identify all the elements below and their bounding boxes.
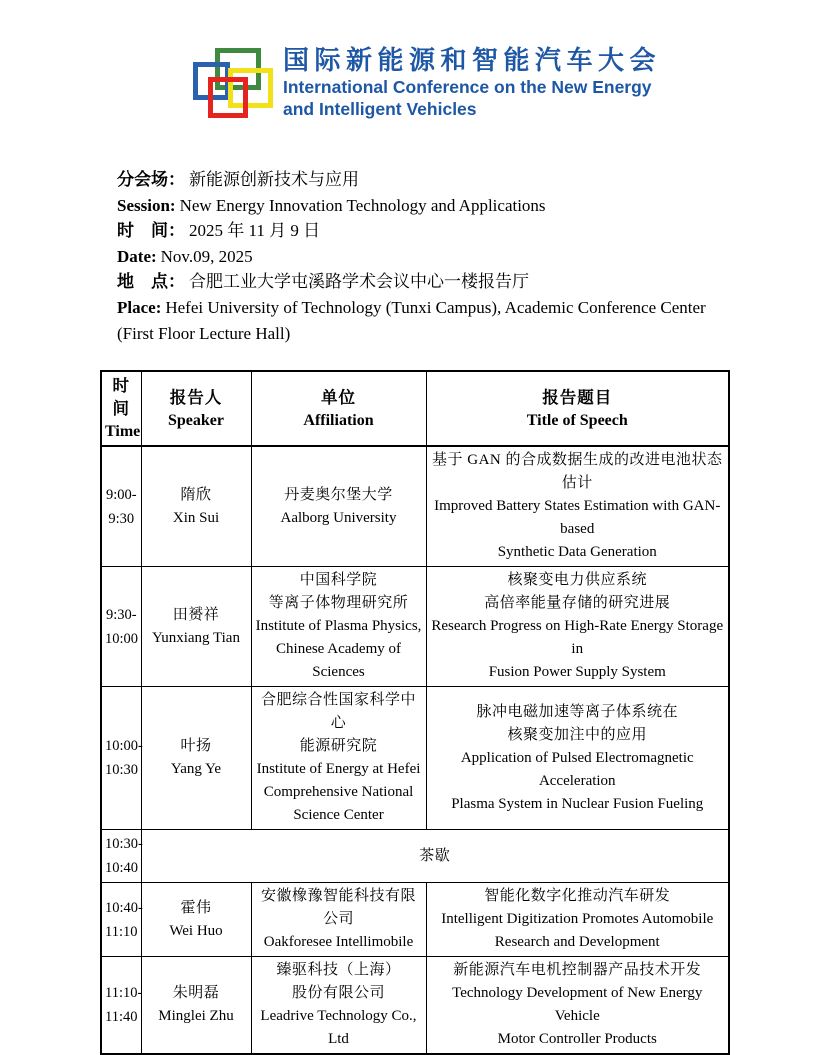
cell-line: Aalborg University	[280, 509, 397, 526]
conference-title-zh: 国际新能源和智能汽车大会	[283, 45, 662, 75]
cell-line: Chinese Academy of Sciences	[276, 641, 401, 680]
cell-line: Intelligent Digitization Promotes Automobile	[441, 911, 714, 927]
info-label: 时 间：	[117, 221, 185, 241]
cell-line: Yunxiang Tian	[152, 629, 240, 646]
cell-line: 等离子体物理研究所	[268, 595, 409, 611]
title-cell	[426, 446, 729, 567]
cell-line: 基于 GAN 的合成数据生成的改进电池状态估计	[432, 452, 723, 491]
cell-line: 茶歇	[419, 847, 451, 864]
cell-line: Application of Pulsed Electromagnetic Acceleration	[460, 749, 694, 789]
info-line-date-zh	[117, 218, 737, 244]
cell-line: Motor Controller Products	[497, 1031, 657, 1047]
conference-logo	[193, 48, 275, 120]
cell-line: Wei Huo	[169, 922, 223, 939]
column-header-title: 报告题目 Title of Speech	[426, 371, 729, 446]
affiliation-cell	[251, 567, 426, 687]
info-line-date-en	[117, 244, 737, 270]
cell-line: Synthetic Data Generation	[497, 544, 657, 560]
column-header-time: 时间 Time	[101, 371, 141, 446]
logo-square-red-icon	[208, 77, 248, 118]
cell-line: 中国科学院	[299, 572, 378, 588]
cell-line: Technology Development of New Energy Vehicle	[452, 985, 703, 1024]
cell-line: 10:30	[105, 762, 139, 778]
affiliation-cell	[251, 446, 426, 567]
table-row	[101, 446, 729, 567]
info-label: 分会场：	[117, 170, 185, 189]
cell-line: 朱明磊	[172, 985, 220, 1001]
cell-line: 霍伟	[180, 899, 212, 916]
cell-line: Research and Development	[494, 934, 660, 950]
cell-line: Oakforesee Intellimobile	[263, 934, 414, 950]
tea-break-cell	[141, 830, 729, 883]
speaker-cell	[141, 957, 251, 1055]
cell-line: 隋欣	[180, 486, 212, 503]
cell-line: 11:10	[105, 923, 138, 940]
session-info	[117, 167, 737, 346]
cell-line: 11:40	[105, 1009, 138, 1025]
schedule-table-head	[101, 371, 729, 446]
cell-line: Fusion Power Supply System	[488, 664, 666, 680]
cell-line: Minglei Zhu	[158, 1008, 234, 1024]
time-cell	[101, 687, 141, 830]
conference-title-en-line2: and Intelligent Vehicles	[283, 99, 477, 119]
cell-line: 臻驱科技（上海）	[276, 962, 401, 978]
conference-title-en-line1: International Conference on the New Energy	[283, 77, 652, 97]
column-header-speaker: 报告人 Speaker	[141, 371, 251, 446]
cell-line: 9:30-	[105, 606, 137, 623]
cell-line: Institute of Energy at Hefei	[256, 761, 421, 777]
cell-line: Plasma System in Nuclear Fusion Fueling	[451, 795, 704, 812]
cell-line: 股份有限公司	[291, 985, 385, 1001]
logo-titles	[283, 44, 703, 120]
speaker-cell	[141, 446, 251, 567]
time-cell	[101, 446, 141, 567]
info-label: Date:	[117, 246, 157, 266]
time-cell	[101, 567, 141, 687]
info-label: 地 点：	[117, 272, 185, 292]
title-cell	[426, 957, 729, 1055]
info-text: Hefei University of Technology (Tunxi Campus), Academic Conference Center (First Floor Lecture Hall)	[117, 297, 706, 343]
cell-line: 智能化数字化推动汽车研发	[484, 888, 671, 904]
time-cell	[101, 830, 141, 883]
cell-line: 10:40-	[105, 899, 143, 916]
table-row	[101, 830, 729, 883]
cell-line: 高倍率能量存储的研究进展	[484, 595, 671, 611]
affiliation-cell	[251, 687, 426, 830]
cell-line: Improved Battery States Estimation with GAN-based	[434, 498, 721, 537]
info-label: Place:	[117, 297, 162, 317]
info-text: Nov.09, 2025	[160, 246, 253, 266]
time-cell	[101, 957, 141, 1055]
cell-line: Comprehensive National	[263, 784, 414, 800]
cell-line: 核聚变电力供应系统	[507, 572, 647, 588]
header-row	[101, 371, 729, 446]
info-text: 2025 年 11 月 9 日	[189, 221, 321, 241]
cell-line: Leadrive Technology Co., Ltd	[260, 1008, 417, 1047]
affiliation-cell	[251, 957, 426, 1055]
cell-line: 丹麦奥尔堡大学	[284, 486, 393, 503]
info-label: Session:	[117, 195, 176, 215]
cell-line: 核聚变加注中的应用	[507, 726, 647, 743]
cell-line: 能源研究院	[299, 738, 378, 754]
title-cell	[426, 687, 729, 830]
table-row	[101, 957, 729, 1055]
schedule-table	[100, 370, 730, 1055]
cell-line: 合肥综合性国家科学中心	[260, 692, 416, 731]
cell-line: 10:40	[105, 860, 139, 876]
info-line-session-en	[117, 193, 737, 219]
cell-line: 安徽橡豫智能科技有限公司	[260, 888, 416, 927]
cell-line: Research Progress on High-Rate Energy Storage in	[431, 618, 724, 657]
info-line-session-zh	[117, 167, 737, 193]
cell-line: 田赟祥	[172, 606, 220, 623]
cell-line: Science Center	[293, 807, 384, 823]
cell-line: Xin Sui	[172, 509, 220, 526]
speaker-cell	[141, 687, 251, 830]
cell-line: 11:10-	[105, 985, 143, 1001]
schedule-section	[100, 370, 730, 1055]
cell-line: 10:00-	[105, 738, 143, 754]
cell-line: 新能源汽车电机控制器产品技术开发	[453, 962, 702, 978]
info-text: 新能源创新技术与应用	[189, 170, 359, 189]
cell-line: 9:00-	[105, 486, 137, 503]
cell-line: 10:30-	[105, 836, 143, 852]
schedule-table-body	[101, 446, 729, 1054]
speaker-cell	[141, 567, 251, 687]
info-line-place-zh	[117, 269, 737, 295]
info-line-place-en	[117, 295, 737, 346]
cell-line: 脉冲电磁加速等离子体系统在	[476, 703, 678, 720]
table-row	[101, 687, 729, 830]
title-cell	[426, 567, 729, 687]
column-header-affiliation: 单位 Affiliation	[251, 371, 426, 446]
cell-line: 9:30	[108, 510, 135, 527]
cell-line: Yang Ye	[170, 761, 222, 777]
info-text: 合肥工业大学屯溪路学术会议中心一楼报告厅	[189, 272, 529, 292]
table-row	[101, 567, 729, 687]
info-text: New Energy Innovation Technology and Applications	[179, 195, 546, 215]
cell-line: 10:00	[105, 630, 139, 647]
cell-line: Institute of Plasma Physics,	[255, 618, 422, 634]
cell-line: 叶扬	[180, 738, 212, 754]
